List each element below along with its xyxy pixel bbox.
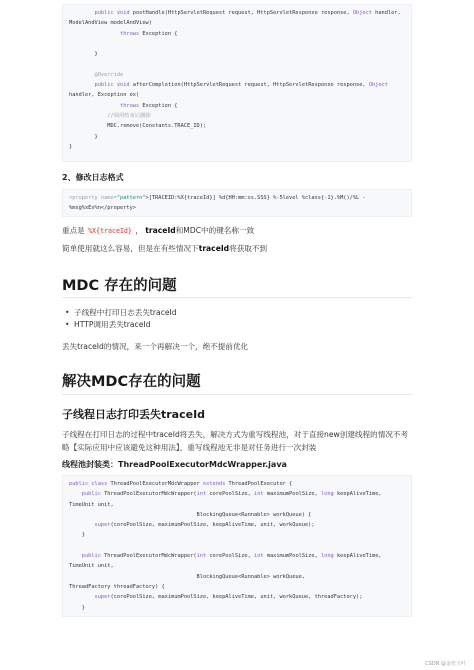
code-token [69,522,95,528]
code-token: Exception { [139,30,178,37]
code-token: } [69,133,98,140]
focus-mid: ， [132,226,146,235]
code-line [69,80,407,90]
paragraph-child-line-1: 子线程在打印日志的过程中traceId将丢失，解决方式为重写线程池，对于直接new创建线程的情况不考 [62,430,409,439]
code-token: @Override [94,71,124,78]
code-token [69,82,95,88]
code-token: afterCompletion(HttpServletRequest request, HttpServletResponse response, [129,82,369,89]
code-token: maximumPoolSize, [263,491,321,498]
code-token: BlockingQueue<Runnable> workQueue, [69,573,305,580]
paragraph-focus [62,225,254,236]
code-token: int [254,553,264,560]
code-token: postHandle(HttpServletRequest request, HttpServletResponse response, [129,10,353,16]
code-line [69,603,407,613]
code-token [69,103,120,109]
label-wrapper-class: 线程池封装类：ThreadPoolExecutorMdcWrapper.java [62,460,287,469]
code-line [69,500,407,510]
code-token: maximumPoolSize, [263,553,321,560]
code-line [69,561,407,571]
heading-child-thread: 子线程日志打印丢失traceId [62,408,206,421]
code-token: //调用结束后删除 [107,112,151,119]
code-line [69,49,407,59]
code-line [69,592,407,602]
code-token: Exception { [139,102,178,109]
code-token: >[TRACEID:%X{traceId}] %d{HH:mm:ss.SSS} %-5level %class{-1}.%M()/%L - [145,195,369,201]
code-token: public void [94,10,130,16]
focus-prefix: 重点是 [62,226,88,235]
code-token: ThreadPoolExecutorMdcWrapper( [100,553,197,560]
code-token: long [320,553,334,560]
code-token [69,491,82,497]
problems-list [62,307,177,331]
code-token: TimeUnit unit, [69,563,114,570]
code-line [69,111,407,121]
code-line [69,520,407,530]
code-line [69,132,407,142]
code-token: long [320,491,334,498]
code-token: public class [69,481,108,487]
code-token: MDC.remove(Constants.TRACE_ID); [69,123,207,130]
list-item: • HTTP调用丢失traceId [74,319,177,331]
code-token: public void [94,82,130,89]
code-token: %msg%xEx%n</property> [69,205,136,212]
code-token: } [69,532,85,539]
code-token [69,594,95,600]
code-token: ModelAndView modelAndView) [69,20,152,27]
code-token: corePoolSize, [206,553,254,560]
paragraph-child-line-2: 略【实际应用中应该避免这种用法】，重写线程池无非是对任务进行一次封装 [62,443,317,452]
code-block-log-pattern [62,189,412,217]
code-token: ThreadPoolExecutorMdcWrapper( [100,491,197,498]
code-token: (corePoolSize, maximumPoolSize, keepAliveTime, unit, workQueue); [110,522,315,529]
code-token: public [81,553,101,560]
code-line [69,510,407,520]
code-token: TimeUnit unit, [69,501,114,508]
code-line [69,489,407,499]
code-token: keepAliveTime, [333,553,382,560]
code-block-interceptor [62,4,412,162]
code-token: (corePoolSize, maximumPoolSize, keepAliveTime, unit, workQueue, threadFactory); [110,594,363,601]
code-line [69,142,407,152]
code-token [69,113,107,119]
simple-suffix: 将获取不到 [229,244,268,253]
divider [62,297,412,298]
list-item: • 子线程中打印日志丢失traceId [74,307,177,319]
code-token: throws [120,102,140,109]
code-token: ThreadPoolExecutor { [225,481,293,487]
code-line [69,541,407,551]
inline-code-traceid: %X{traceId} [88,227,132,235]
code-token: Object [368,82,388,89]
code-token: "pattern" [116,195,146,201]
code-line [69,101,407,111]
code-line [69,18,407,28]
heading-solve-mdc: 解决MDC存在的问题 [62,374,201,390]
code-line [69,8,407,18]
code-token: int [254,491,264,498]
code-line [69,551,407,561]
code-line [69,70,407,80]
focus-bold: traceId [145,226,176,235]
code-token: int [196,491,207,498]
code-line [69,530,407,540]
code-line [69,90,407,100]
simple-bold: traceId [198,244,230,253]
code-line [69,121,407,131]
code-line [69,582,407,592]
focus-suffix: 和MDC中的键名称一致 [175,226,255,235]
code-token: int [196,553,207,560]
code-token: super [94,522,111,529]
code-token: public [81,491,101,498]
code-token: <property name= [69,195,117,201]
heading-mdc-problems: MDC 存在的问题 [62,278,177,294]
code-token: extends [202,481,226,487]
code-line [69,479,407,489]
simple-prefix: 简单使用就这么容易，但是在有些情况下 [62,244,199,253]
code-line [69,59,407,69]
watermark: CSDN @金丝玉叶 [425,661,466,667]
section-heading-modify-log: 2、修改日志格式 [62,173,124,182]
code-token [69,31,120,37]
code-token: BlockingQueue<Runnable> workQueue) { [69,511,312,518]
code-token [69,72,95,78]
paragraph-simple [62,243,267,254]
code-token: corePoolSize, [206,491,254,498]
code-line [69,39,407,49]
code-token: Object [352,10,372,16]
code-token: } [69,51,98,58]
code-token: } [69,604,85,611]
code-token: super [94,594,111,601]
paragraph-lost: 丢失traceId的情况，来一个再解决一个，绝不提前优化 [62,342,249,351]
divider [62,394,412,395]
code-token [69,10,95,16]
code-line [69,572,407,582]
code-token: throws [120,30,140,37]
code-token [69,553,82,559]
code-token: handler, Exception ex) [69,92,140,99]
code-line [69,203,407,213]
code-line [69,29,407,39]
code-token: } [69,143,73,150]
code-token: ThreadFactory threadFactory) { [69,583,165,590]
code-token: ThreadPoolExecutorMdcWrapper [107,481,203,487]
code-token: handler, [371,10,401,16]
code-line [69,193,407,203]
code-block-wrapper [62,475,412,617]
code-token: keepAliveTime, [333,491,382,498]
